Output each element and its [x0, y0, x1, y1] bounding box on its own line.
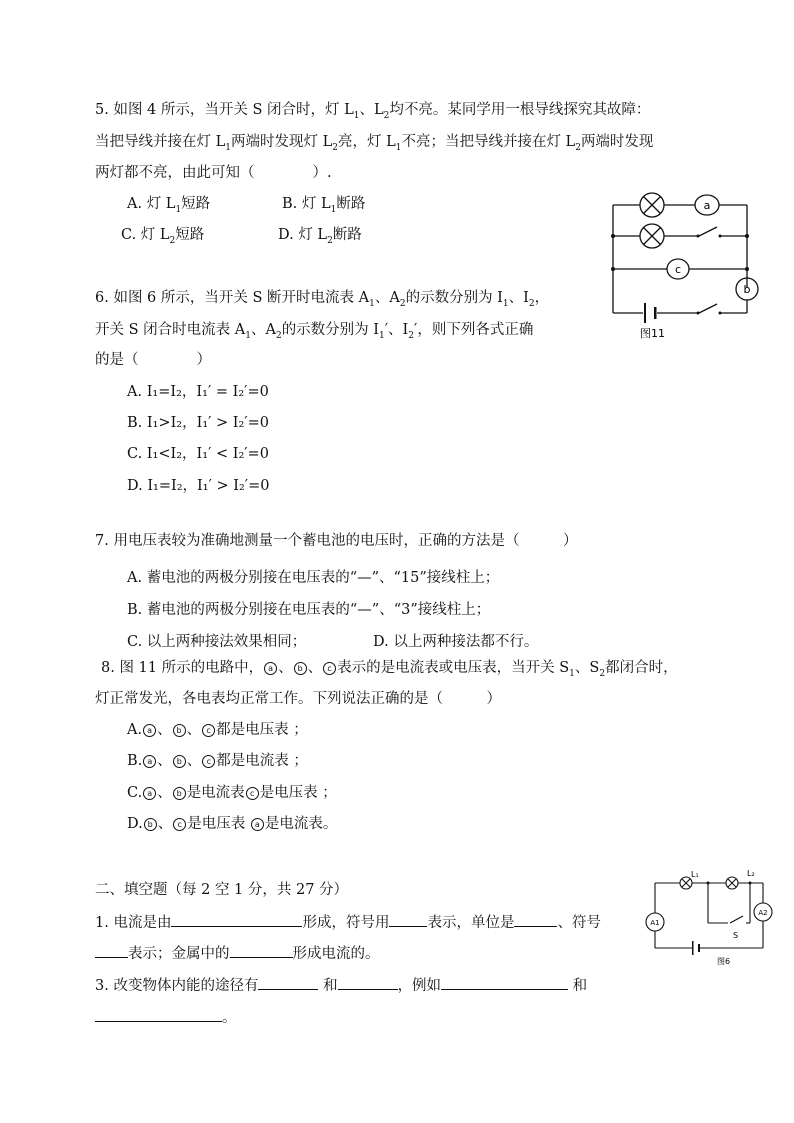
- fill-q1-line-1: 1. 电流是由 形成，符号用 表示，单位是 、符号: [95, 911, 601, 933]
- q6-option-a: A. I₁=I₂，I₁′ = I₂′=0: [127, 384, 269, 400]
- switch-s-label: S: [733, 931, 739, 940]
- figure-11-caption: 图11: [640, 327, 665, 340]
- q8-option-c: C. a 、 b 是电流表 c 是电压表 ；: [127, 785, 337, 801]
- q7-option-a: A. 蓄电池的两极分别接在电压表的“—”、“15”接线柱上；: [127, 570, 500, 586]
- q6-option-c: C. I₁<I₂，I₁′ < I₂′=0: [127, 446, 269, 462]
- blank[interactable]: [258, 974, 318, 990]
- ammeter-a2-label: A2: [758, 909, 768, 917]
- figure-6-caption: 图6: [717, 957, 731, 966]
- blank[interactable]: [171, 911, 302, 927]
- figure-11-circuit: [605, 185, 775, 345]
- fill-q3-line-2: 。: [95, 1006, 237, 1028]
- ammeter-a1-label: A1: [650, 919, 660, 927]
- q5-option-b: B. 灯 $L_1$断路: [282, 196, 366, 215]
- q6-line-3: 的是（ ）: [95, 352, 211, 368]
- figure-6-circuit: [645, 868, 775, 968]
- blank[interactable]: [95, 1006, 222, 1022]
- q8-option-a: A. a 、 b 、 c 都是电压表 ；: [127, 722, 308, 738]
- q7-option-c: C. 以上两种接法效果相同；: [127, 634, 307, 650]
- meter-b-symbol: b: [294, 662, 307, 675]
- q5-line-1: 5. 如图 4 所示，当开关 S 闭合时，灯 $L_1$、$L_2$均不亮。某同学用一根导线探究其故障：: [95, 102, 651, 121]
- q6-option-d: D. I₁=I₂，I₁′ > I₂′=0: [127, 478, 270, 494]
- q8-option-b: B. a 、 b 、 c 都是电流表 ；: [127, 753, 308, 769]
- q7-stem: 7. 用电压表较为准确地测量一个蓄电池的电压时，正确的方法是（ ）: [95, 533, 578, 549]
- blank[interactable]: [389, 911, 427, 927]
- lamp-l2-label: L₂: [747, 869, 755, 878]
- meter-a-symbol: a: [264, 662, 277, 675]
- blank[interactable]: [441, 974, 568, 990]
- section-2-title: 二、填空题（每 2 空 1 分，共 27 分）: [95, 882, 349, 898]
- q6-line-1: 6. 如图 6 所示，当开关 S 断开时电流表 $A_1$、$A_2$的示数分别为 $I_1$、$I_2$，: [95, 290, 550, 309]
- fill-q3-line-1: 3. 改变物体内能的途径有 和 ，例如 和: [95, 974, 587, 996]
- q5-option-c: C. 灯 $L_2$短路: [121, 227, 205, 246]
- q5-option-a: A. 灯 $L_1$短路: [127, 196, 211, 215]
- q6-option-b: B. I₁>I₂，I₁′ > I₂′=0: [127, 415, 270, 431]
- blank[interactable]: [338, 974, 398, 990]
- blank[interactable]: [95, 942, 128, 958]
- q5-option-d: D. 灯 $L_2$断路: [278, 227, 362, 246]
- q6-line-2: 开关 S 闭合时电流表 $A_1$、$A_2$的示数分别为 $I_1'$、$I_2'$，则下列各式正确: [95, 322, 534, 341]
- q5-line-3: 两灯都不亮，由此可知（ ）.: [95, 165, 332, 181]
- meter-b-label: b: [743, 283, 751, 296]
- blank[interactable]: [230, 942, 293, 958]
- meter-c-label: c: [674, 263, 682, 276]
- q7-option-b: B. 蓄电池的两极分别接在电压表的“—”、“3”接线柱上；: [127, 602, 491, 618]
- q5-line-2: 当把导线并接在灯 $L_1$两端时发现灯 $L_2$亮，灯 $L_1$不亮；当把导线并接在灯 $L_2$两端时发现: [95, 134, 654, 153]
- lamp-l1-label: L₁: [691, 870, 699, 879]
- blank[interactable]: [514, 911, 557, 927]
- fill-q1-line-2: 表示；金属中的 形成电流的。: [95, 942, 380, 964]
- meter-c-symbol: c: [323, 662, 336, 675]
- meter-a-label: a: [703, 199, 711, 212]
- q7-option-d: D. 以上两种接法都不行。: [373, 634, 539, 650]
- q8-option-d: D. b 、 c 是电压表 a 是电流表。: [127, 816, 338, 832]
- q8-line-1: 8. 图 11 所示的电路中， a 、 b 、 c 表示的是电流表或电压表，当开关 $S_1$、$S_2$都闭合时，: [101, 660, 678, 679]
- q8-line-2: 灯正常发光，各电表均正常工作。下列说法正确的是（ ）: [95, 691, 501, 707]
